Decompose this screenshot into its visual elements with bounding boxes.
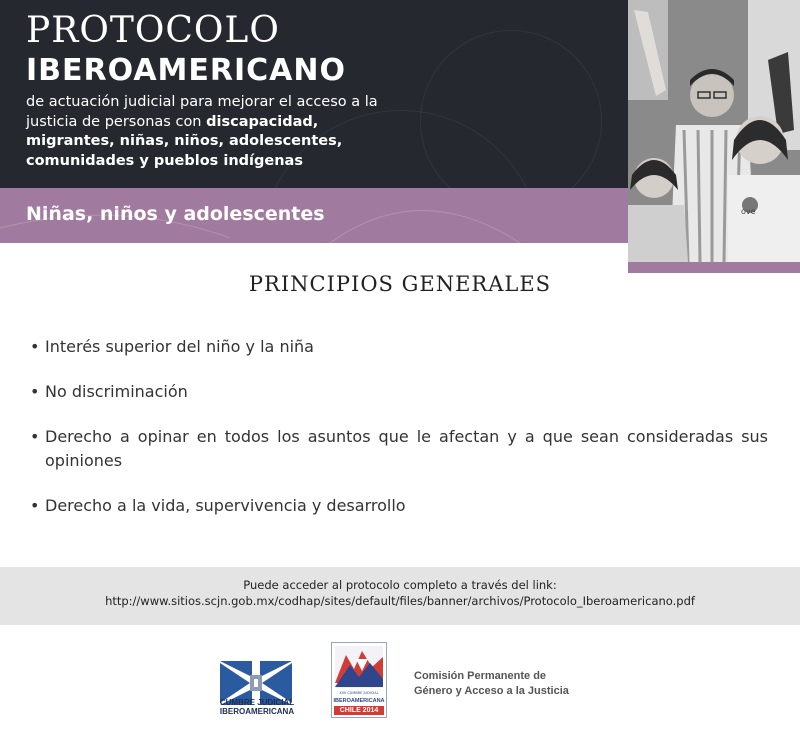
protocol-link[interactable]: http://www.sitios.scjn.gob.mx/codhap/sites/default/files/banner/archivos/Protocolo_Iberoamericano.pdf xyxy=(105,594,695,608)
header-subtitle xyxy=(26,93,386,171)
subtitle-bold: discapacidad, migrantes, niñas, niños, adolescentes, comunidades y pueblos indígenas xyxy=(26,113,343,169)
list-item xyxy=(30,494,768,518)
chile-2014-logo xyxy=(331,642,387,718)
chile-small-text: XVII CUMBRE JUDICIAL xyxy=(339,691,379,695)
bullet-dot: • xyxy=(30,496,40,515)
bullet-dot: • xyxy=(30,427,40,446)
list-item xyxy=(30,335,768,359)
photo-illustration xyxy=(628,0,800,262)
bullet-dot: • xyxy=(30,337,40,356)
cumbre-line1: CUMBRE JUDICIAL xyxy=(219,698,295,707)
comision-line1: Comisión Permanente de xyxy=(414,670,547,682)
subtitle-plain: de actuación judicial para mejorar el acceso a la justicia de personas con xyxy=(26,94,378,130)
title-iberoamericano: IBEROAMERICANO xyxy=(26,53,346,88)
bullet-dot: • xyxy=(30,382,40,401)
comision-text xyxy=(414,669,569,699)
section-band xyxy=(0,188,628,243)
list-item xyxy=(30,425,768,473)
list-item-text: No discriminación xyxy=(45,382,188,401)
chile-year-badge: CHILE 2014 xyxy=(334,706,384,715)
list-item-text: Derecho a la vida, supervivencia y desarrollo xyxy=(45,496,406,515)
mountain-icon xyxy=(332,643,386,691)
cumbre-line2: IBEROAMERICANA xyxy=(219,707,295,716)
list-item-text: Interés superior del niño y la niña xyxy=(45,337,314,356)
list-item-text: Derecho a opinar en todos los asuntos que le afectan y a que sean consideradas sus opiniones xyxy=(45,427,768,470)
title-protocolo: PROTOCOLO xyxy=(26,10,280,51)
band-label: Niñas, niños y adolescentes xyxy=(26,203,325,225)
cumbre-logo-text xyxy=(212,698,302,716)
shirt-text: ove xyxy=(741,207,756,216)
list-item xyxy=(30,380,768,404)
principles-list xyxy=(30,335,768,539)
comision-line2: Género y Acceso a la Justicia xyxy=(414,685,569,697)
decorative-gear-shape xyxy=(420,30,602,188)
link-intro: Puede acceder al protocolo completo a través del link: xyxy=(243,578,557,592)
section-heading: PRINCIPIOS GENERALES xyxy=(248,272,552,296)
chile-main-text: IBEROAMERICANA xyxy=(333,698,385,704)
header-banner xyxy=(0,0,628,188)
children-photo xyxy=(628,0,800,262)
link-bar xyxy=(0,567,800,625)
